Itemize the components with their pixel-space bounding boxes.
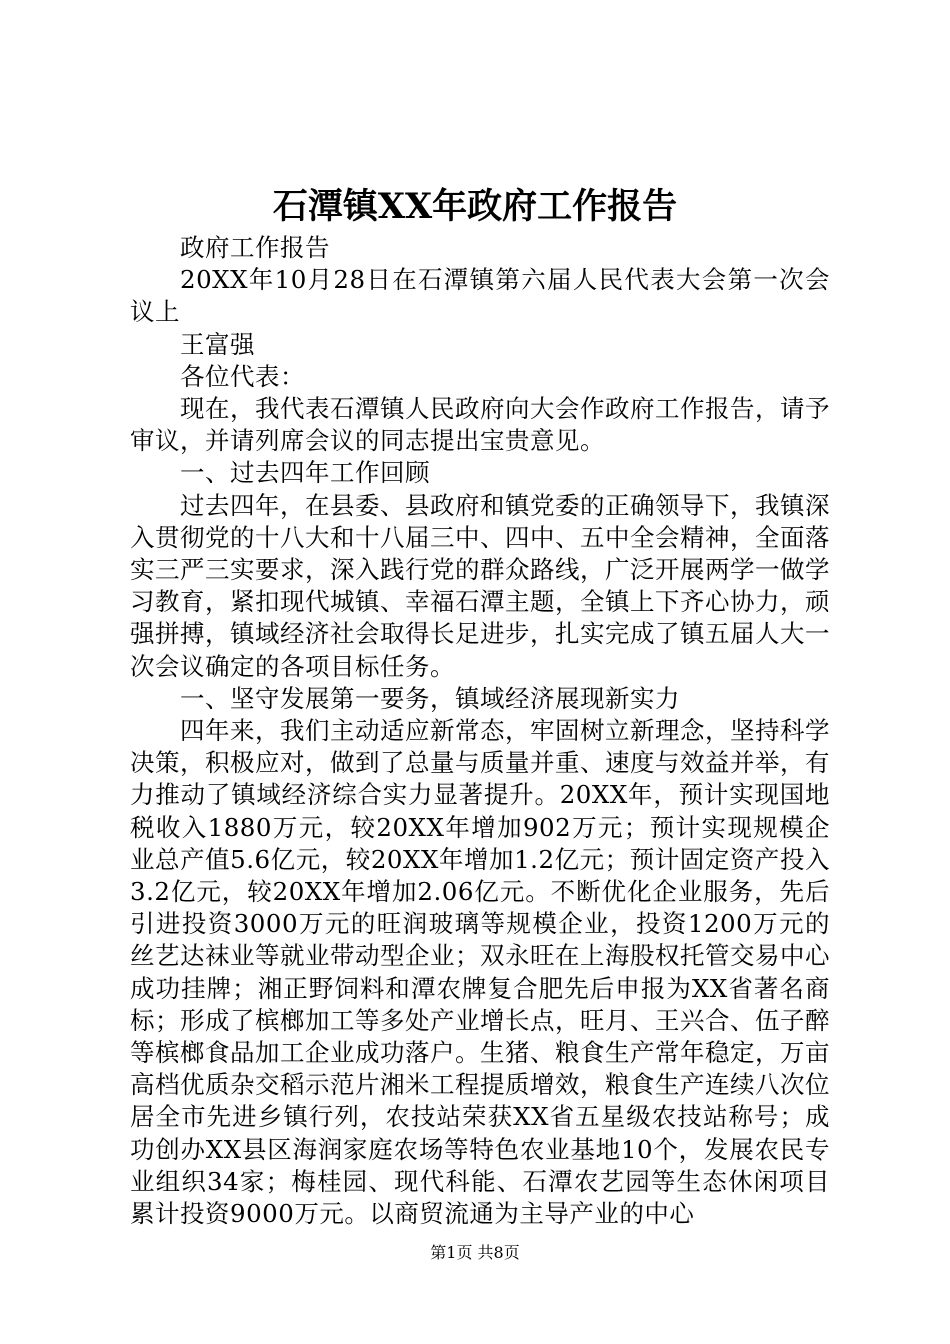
document-body xyxy=(130,232,830,1230)
paragraph-meeting-date: 20XX年10月28日在石潭镇第六届人民代表大会第一次会议上 xyxy=(130,265,830,327)
paragraph-review: 过去四年，在县委、县政府和镇党委的正确领导下，我镇深入贯彻党的十八大和十八届三中、四中、五中全会精神，全面落实三严三实要求，深入践行党的群众路线，广泛开展两学一做学习教育，紧扣现代城镇、幸福石潭主题，全镇上下齐心协力，顽强拼搏，镇域经济社会取得长足进步，扎实完成了镇五届人大一次会议确定的各项目标任务。 xyxy=(130,490,830,681)
paragraph-economy: 四年来，我们主动适应新常态，牢固树立新理念，坚持科学决策，积极应对，做到了总量与质量并重、速度与效益并举，有力推动了镇域经济综合实力显著提升。20XX年，预计实现国地税收入1880万元，较20XX年增加902万元；预计实现规模企业总产值5.6亿元，较20XX年增加1.2亿元；预计固定资产投入3.2亿元，较20XX年增加2.06亿元。不断优化企业服务，先后引进投资3000万元的旺润玻璃等规模企业，投资1200万元的丝艺达袜业等就业带动型企业；双永旺在上海股权托管交易中心成功挂牌；湘正野饲料和潭农牌复合肥先后申报为XX省著名商标；形成了槟榔加工等多处产业增长点，旺月、王兴合、伍子醉等槟榔食品加工企业成功落户。生猪、粮食生产常年稳定，万亩高档优质杂交稻示范片湘米工程提质增效，粮食生产连续八次位居全市先进乡镇行列，农技站荣获XX省五星级农技站称号；成功创办XX县区海润家庭农场等特色农业基地10个，发展农民专业组织34家；梅桂园、现代科能、石潭农艺园等生态休闲项目累计投资9000万元。以商贸流通为主导产业的中心 xyxy=(130,716,830,1229)
document-title: 石潭镇XX年政府工作报告 xyxy=(272,186,678,227)
subsection-heading: 一、坚守发展第一要务，镇域经济展现新实力 xyxy=(180,683,680,713)
paragraph-speaker: 王富强 xyxy=(180,329,255,359)
page-footer: 第1页 共8页 xyxy=(430,1243,520,1262)
paragraph-salutation: 各位代表： xyxy=(180,361,305,391)
section-heading: 一、过去四年工作回顾 xyxy=(180,458,430,488)
paragraph-report-label: 政府工作报告 xyxy=(180,233,330,262)
paragraph-opening: 现在，我代表石潭镇人民政府向大会作政府工作报告，请予审议，并请列席会议的同志提出宝贵意见。 xyxy=(130,394,830,456)
